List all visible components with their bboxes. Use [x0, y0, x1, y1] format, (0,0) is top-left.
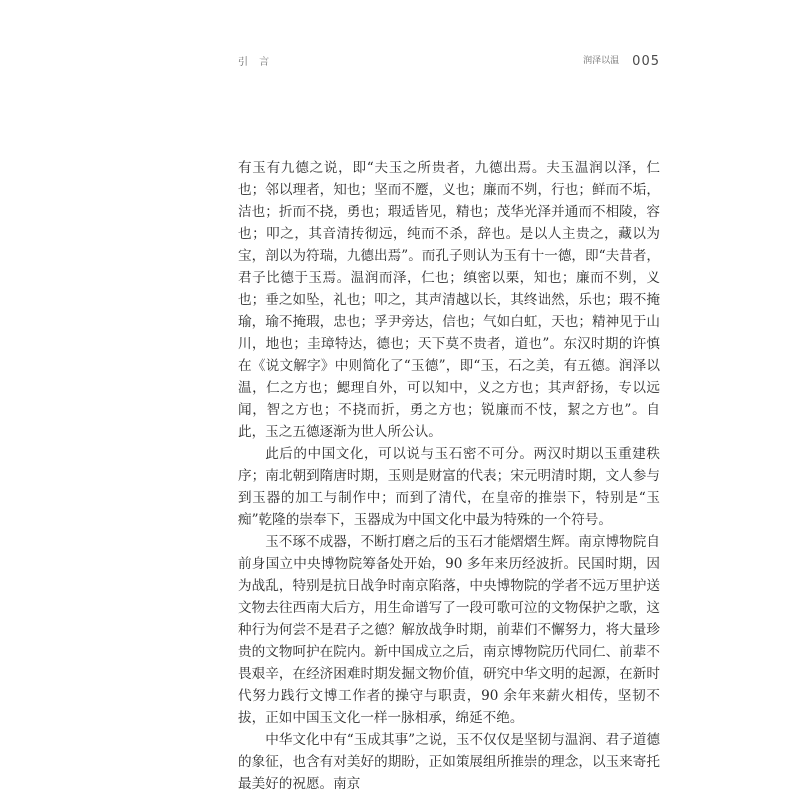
- page-number: 005: [632, 54, 660, 69]
- paragraph-jade-in-history: 此后的中国文化，可以说与玉石密不可分。两汉时期以玉重建秩序；南北朝到隋唐时期，玉则是财富的代表；宋元明清时期，文人参与到玉器的加工与制作中；而到了清代，在皇帝的推崇下，特别是“玉痴”乾隆的崇奉下，玉器成为中国文化中最为特殊的一个符号。: [238, 446, 660, 528]
- running-head-right: [583, 50, 660, 69]
- paragraph-yu-cheng-qi-shi: 中华文化中有“玉成其事”之说，玉不仅仅是坚韧与温润、君子道德的象征，也含有对美好的期盼，正如策展组所推崇的理念，以玉来寄托最美好的祝愿。南京: [238, 732, 660, 792]
- paragraph-nanjing-museum: 玉不琢不成器，不断打磨之后的玉石才能熠熠生辉。南京博物院自前身国立中央博物院筹备处开始，90 多年来历经波折。民国时期，因为战乱，特别是抗日战争时南京陷落，中央博物院的学者不远万里护送文物去往西南大后方，用生命谱写了一段可歌可泣的文物保护之歌，这种行为何尝不是君子之德？解放战争时期，前辈们不懈努力，将大量珍贵的文物呵护在院内。新中国成立之后，南京博物院历代同仁、前辈不畏艰辛，在经济困难时期发掘文物价值，研究中华文明的起源，在新时代努力践行文博工作者的操守与职责，90 余年来薪火相传，坚韧不拔，正如中国玉文化一样一脉相承，绵延不绝。: [238, 534, 660, 726]
- running-head-section-title: 引 言: [238, 57, 274, 68]
- running-head-series-title: 润泽以温: [583, 56, 620, 66]
- body-text: [238, 157, 660, 795]
- running-head: [238, 50, 660, 70]
- paragraph-nine-virtues: 有玉有九德之说，即“夫玉之所贵者，九德出焉。夫玉温润以泽，仁也；邻以理者，知也；坚而不蹷，义也；廉而不刿，行也；鲜而不垢，洁也；折而不挠，勇也；瑕适皆见，精也；茂华光泽并通而不相陵，容也；叩之，其音清抟彻远，纯而不杀，辞也。是以人主贵之，藏以为宝，剖以为符瑞，九德出焉”。而孔子则认为玉有十一德，即“夫昔者，君子比德于玉焉。温润而泽，仁也；缜密以栗，知也；廉而不刿，义也；垂之如坠，礼也；叩之，其声清越以长，其终诎然，乐也；瑕不掩瑜，瑜不掩瑕，忠也；孚尹旁达，信也；气如白虹，天也；精神见于山川，地也；圭璋特达，德也；天下莫不贵者，道也”。东汉时期的许慎在《说文解字》中则简化了“玉德”，即“玉，石之美，有五德。润泽以温，仁之方也；鰓理自外，可以知中，义之方也；其声舒扬，专以远闻，智之方也；不挠而折，勇之方也；锐廉而不忮，絜之方也”。自此，玉之五德逐渐为世人所公认。: [238, 160, 660, 440]
